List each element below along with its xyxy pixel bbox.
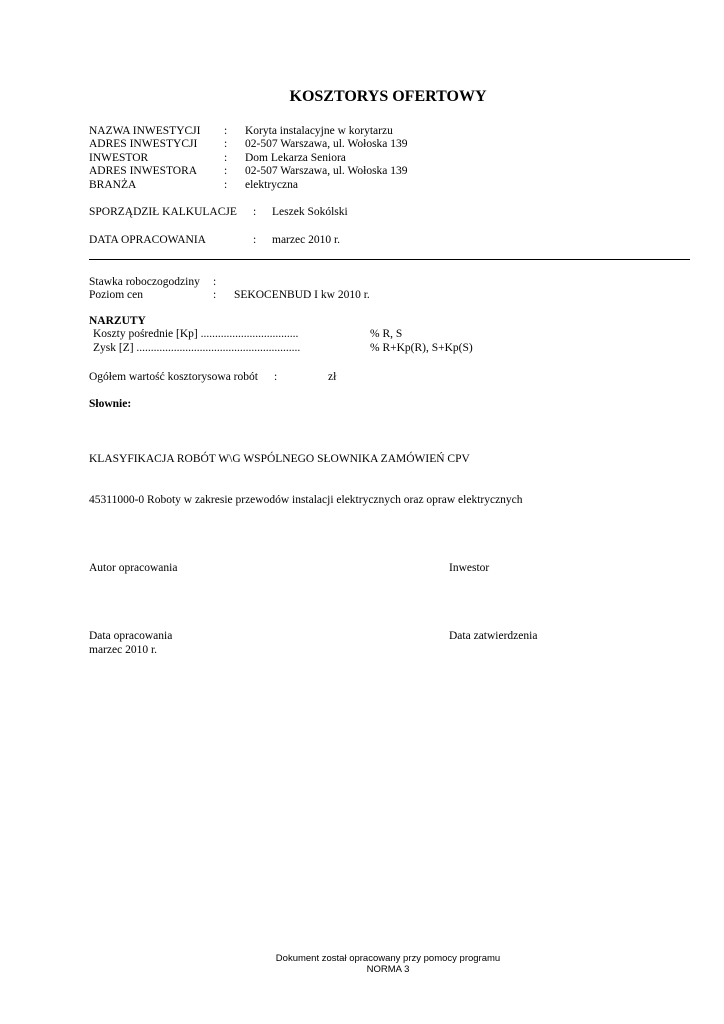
field-colon: :	[224, 152, 228, 164]
date-prepared-value: marzec 2010 r.	[272, 234, 341, 246]
profit-label: Zysk [Z] .........................................................	[93, 342, 301, 354]
field-value-investment-name: Koryta instalacyjne w korytarzu	[245, 125, 393, 137]
field-value-investment-address: 02-507 Warszawa, ul. Wołoska 139	[245, 138, 408, 150]
prepared-by-label: SPORZĄDZIŁ KALKULACJE	[89, 206, 237, 218]
field-colon: :	[224, 125, 228, 137]
field-label-investor-address: ADRES INWESTORA	[89, 165, 198, 177]
field-value-branch: elektryczna	[245, 179, 298, 191]
date-prepared-label: DATA OPRACOWANIA	[89, 234, 206, 246]
field-label-branch: BRANŻA	[89, 179, 137, 191]
document-title: KOSZTORYS OFERTOWY	[289, 88, 487, 105]
price-level-colon: :	[213, 289, 217, 301]
indirect-costs-value: % R, S	[370, 328, 403, 340]
date-prepared-colon: :	[253, 234, 257, 246]
footer-line-1: Dokument został opracowany przy pomocy programu	[275, 953, 501, 964]
amount-in-words-label: Słownie:	[89, 398, 132, 410]
indirect-costs-label: Koszty pośrednie [Kp] ..................................	[93, 328, 299, 340]
total-value-currency: zł	[328, 371, 337, 383]
horizontal-divider	[89, 259, 690, 260]
date-prepared-signature-label: Data opracowania	[89, 630, 173, 642]
field-label-investor: INWESTOR	[89, 152, 149, 164]
hourly-rate-colon: :	[213, 276, 217, 288]
investor-signature-label: Inwestor	[449, 562, 490, 574]
footer-line-2: NORMA 3	[366, 964, 410, 975]
date-prepared-signature-value: marzec 2010 r.	[89, 644, 158, 656]
field-colon: :	[224, 179, 228, 191]
surcharges-heading: NARZUTY	[89, 315, 146, 327]
profit-value: % R+Kp(R), S+Kp(S)	[370, 342, 473, 354]
total-value-colon: :	[274, 371, 278, 383]
total-value-label: Ogółem wartość kosztorysowa robót	[89, 371, 258, 383]
field-colon: :	[224, 165, 228, 177]
hourly-rate-label: Stawka roboczogodziny	[89, 276, 200, 288]
price-level-value: SEKOCENBUD I kw 2010 r.	[234, 289, 370, 301]
approval-date-label: Data zatwierdzenia	[449, 630, 538, 642]
author-label: Autor opracowania	[89, 562, 178, 574]
cpv-heading: KLASYFIKACJA ROBÓT W\G WSPÓLNEGO SŁOWNIKA ZAMÓWIEŃ CPV	[89, 453, 470, 465]
cpv-code-line: 45311000-0 Roboty w zakresie przewodów instalacji elektrycznych oraz opraw elektrycznych	[89, 494, 523, 506]
field-value-investor: Dom Lekarza Seniora	[245, 152, 346, 164]
field-label-investment-name: NAZWA INWESTYCJI	[89, 125, 201, 137]
field-colon: :	[224, 138, 228, 150]
field-value-investor-address: 02-507 Warszawa, ul. Wołoska 139	[245, 165, 408, 177]
price-level-label: Poziom cen	[89, 289, 143, 301]
prepared-by-value: Leszek Sokólski	[272, 206, 348, 218]
field-label-investment-address: ADRES INWESTYCJI	[89, 138, 198, 150]
prepared-by-colon: :	[253, 206, 257, 218]
